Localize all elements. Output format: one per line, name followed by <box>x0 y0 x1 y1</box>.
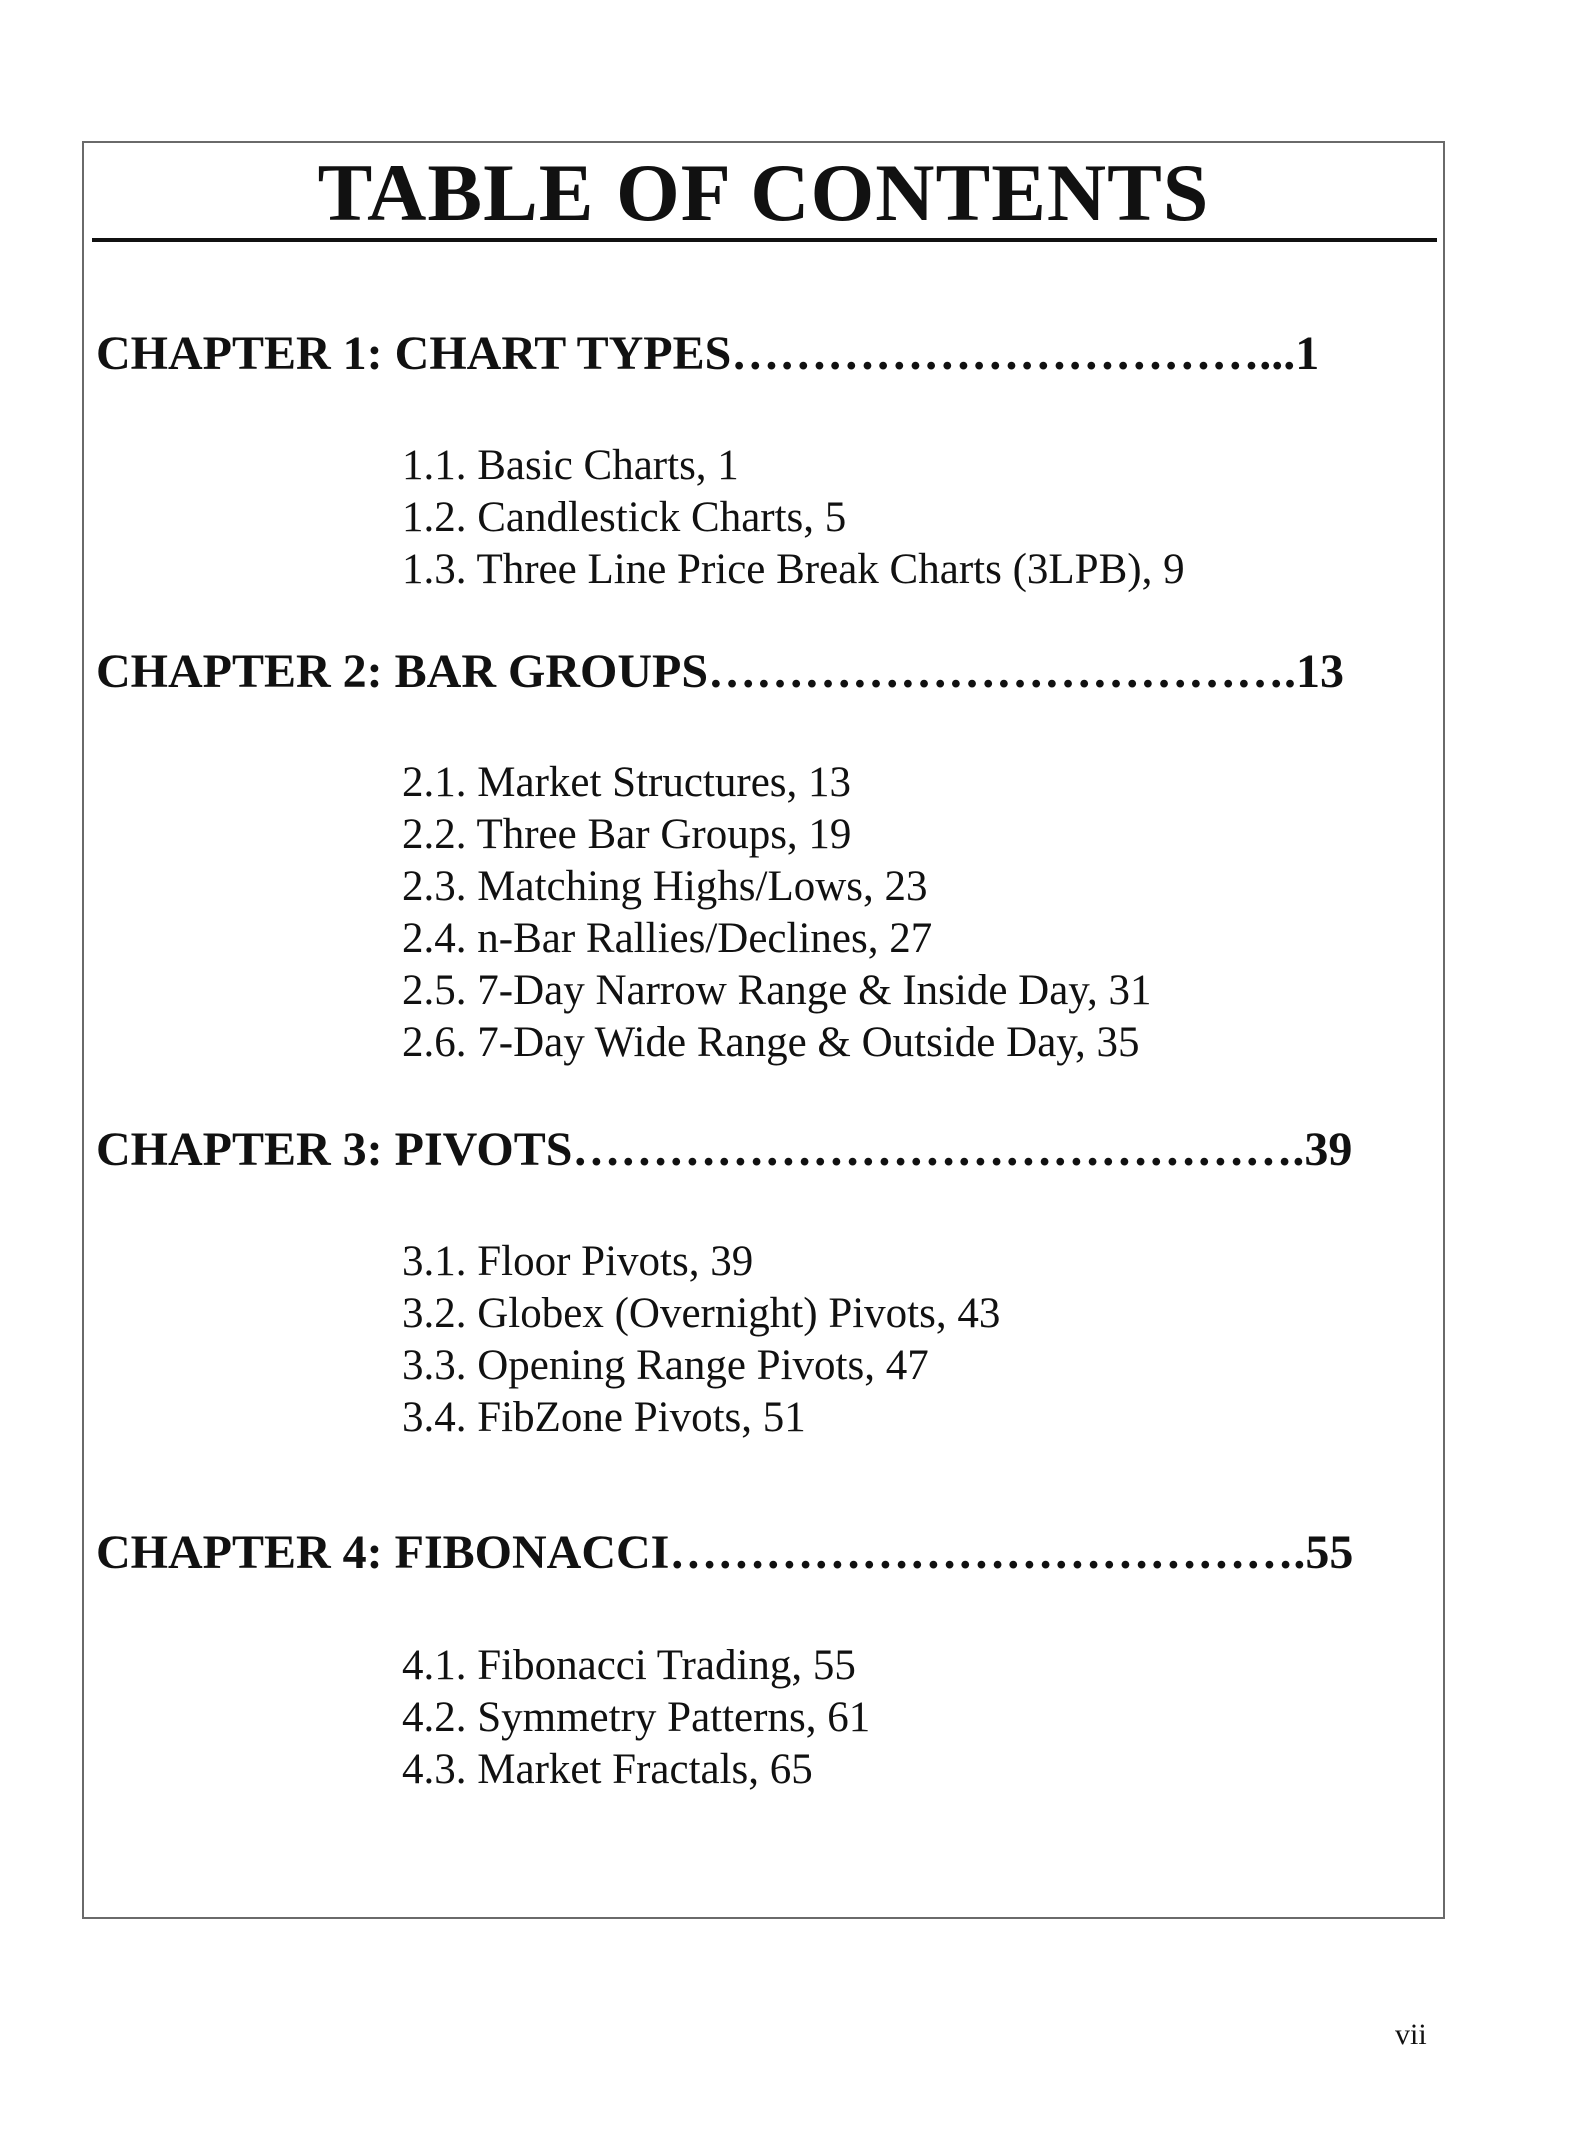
dot-leader: ………………………………………. <box>572 1123 1305 1176</box>
section-item: 3.1. Floor Pivots, 39 <box>402 1238 754 1285</box>
chapter-page-number: 1 <box>1295 327 1320 380</box>
chapter-4-heading <box>96 1525 1366 1581</box>
chapter-4-sections <box>402 1640 1302 1796</box>
chapter-title: CHAPTER 4: FIBONACCI <box>96 1526 670 1579</box>
section-item: 3.4. FibZone Pivots, 51 <box>402 1394 806 1441</box>
chapter-2-sections <box>402 757 1302 1069</box>
section-item: 1.2. Candlestick Charts, 5 <box>402 494 847 541</box>
section-item: 4.1. Fibonacci Trading, 55 <box>402 1642 856 1689</box>
dot-leader: ……………………………... <box>731 327 1296 380</box>
chapter-page-number: 39 <box>1304 1123 1353 1176</box>
section-item: 3.2. Globex (Overnight) Pivots, 43 <box>402 1290 1001 1337</box>
dot-leader: ………………………………. <box>708 645 1297 698</box>
page-number: vii <box>1395 2018 1427 2051</box>
chapter-3-heading <box>96 1122 1366 1178</box>
chapter-title: CHAPTER 2: BAR GROUPS <box>96 645 709 698</box>
chapter-title: CHAPTER 1: CHART TYPES <box>96 327 732 380</box>
section-item: 3.3. Opening Range Pivots, 47 <box>402 1342 929 1389</box>
section-item: 2.1. Market Structures, 13 <box>402 759 852 806</box>
section-item: 2.6. 7-Day Wide Range & Outside Day, 35 <box>402 1019 1140 1066</box>
title-underline <box>92 238 1437 242</box>
section-item: 2.3. Matching Highs/Lows, 23 <box>402 863 928 910</box>
page-title: TABLE OF CONTENTS <box>317 147 1210 238</box>
chapter-3-sections <box>402 1236 1302 1444</box>
section-item: 2.4. n-Bar Rallies/Declines, 27 <box>402 915 933 962</box>
chapter-1-sections <box>402 440 1302 596</box>
chapter-page-number: 13 <box>1296 645 1345 698</box>
chapter-page-number: 55 <box>1305 1526 1354 1579</box>
section-item: 1.1. Basic Charts, 1 <box>402 442 739 489</box>
section-item: 4.2. Symmetry Patterns, 61 <box>402 1694 871 1741</box>
section-item: 2.2. Three Bar Groups, 19 <box>402 811 852 858</box>
chapter-1-heading <box>96 326 1366 382</box>
section-item: 1.3. Three Line Price Break Charts (3LPB), 9 <box>402 546 1185 593</box>
section-item: 2.5. 7-Day Narrow Range & Inside Day, 31 <box>402 967 1152 1014</box>
chapter-2-heading <box>96 644 1366 700</box>
dot-leader: …………………………………. <box>669 1526 1306 1579</box>
chapter-title: CHAPTER 3: PIVOTS <box>96 1123 573 1176</box>
section-item: 4.3. Market Fractals, 65 <box>402 1746 813 1793</box>
